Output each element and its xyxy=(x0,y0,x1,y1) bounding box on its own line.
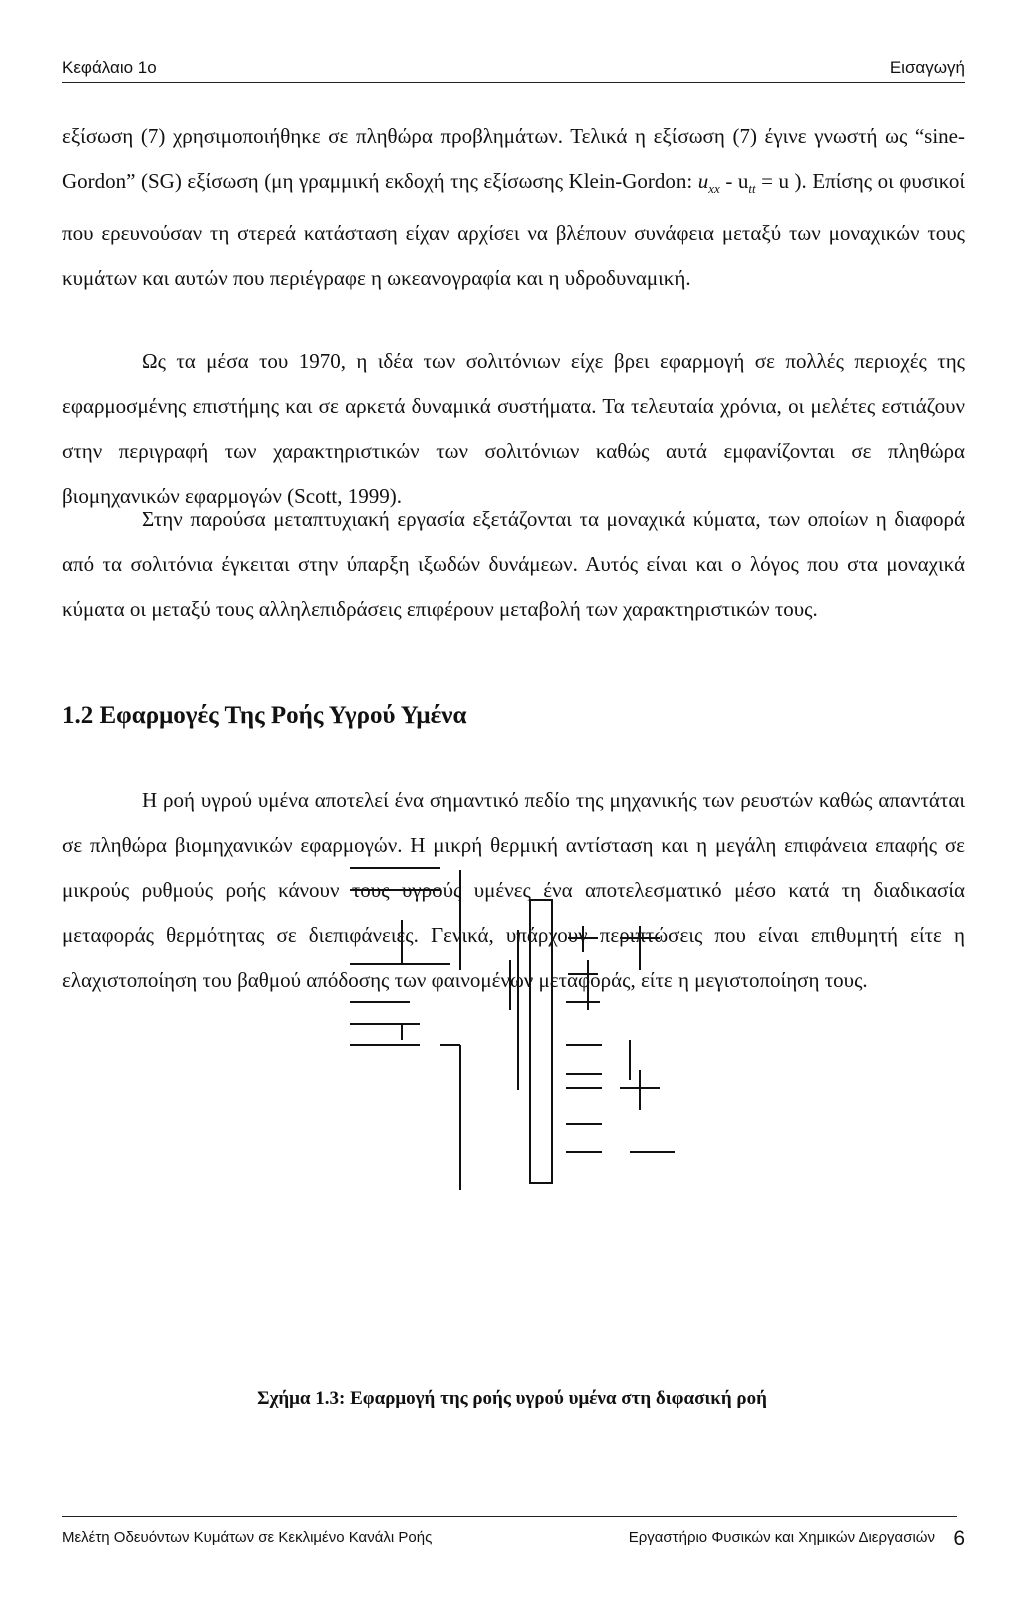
page-footer xyxy=(62,1516,965,1557)
page-header xyxy=(62,56,965,83)
header-chapter: Κεφάλαιο 1ο xyxy=(62,58,157,77)
footer-thesis-title: Μελέτη Οδευόντων Κυμάτων σε Κεκλιμένο Κανάλι Ροής xyxy=(62,1529,433,1546)
footer-lab-name: Εργαστήριο Φυσικών και Χημικών Διεργασιών xyxy=(628,1529,935,1546)
paragraph-liquid-film: Η ροή υγρού υμένα αποτελεί ένα σημαντικό πεδίο της μηχανικής των ρευστών καθώς απαντάται σε πληθώρα βιομηχανικών εφαρμογών. Η μικρή θερμική αντίσταση και η μεγάλη επιφάνεια επαφής σε μικρούς ρυθμούς ροής κάνουν τους υγρούς υμένες ένα αποτελεσματικό μέσο κατά τη διαδικασία μεταφοράς θερμότητας σε διεπιφάνειες. Γενικά, υπάρχουν περιπτώσεις που είναι επιθυμητή είτε η ελαχιστοποίηση του βαθμού απόδοσης των φαινομένων μεταφοράς, είτε η μεγιστοποίηση τους. xyxy=(62,788,965,992)
two-phase-flow-figure xyxy=(330,860,710,1190)
header-section: Εισαγωγή xyxy=(889,58,965,77)
paragraph-solitons-1970: Ως τα μέσα του 1970, η ιδέα των σολιτόνιων είχε βρει εφαρμογή σε πολλές περιοχές της εφαρμοσμένης επιστήμης και σε αρκετά δυναμικά συστήματα. Τα τελευταία χρόνια, οι μελέτες εστιάζουν στην περιγραφή των χαρακτηριστικών των σολιτόνιων καθώς αυτά εμφανίζονται σε πληθώρα βιομηχανικών εφαρμογών (Scott, 1999). xyxy=(62,349,965,508)
section-heading: 1.2 Εφαρμογές Της Ροής Υγρού Υμένα xyxy=(62,702,467,729)
p1-text-a: εξίσωση (7) χρησιμοποιήθηκε σε πληθώρα προβλημάτων. Τελικά η εξίσωση (7) έγινε γνωστή ως “sine-Gordon” (SG) εξίσωση (μη γραμμική εκδοχή της εξίσωσης Klein-Gordon: xyxy=(62,124,965,193)
figure-caption: Σχήμα 1.3: Εφαρμογή της ροής υγρού υμένα στη διφασική ροή xyxy=(257,1388,767,1409)
page-number: 6 xyxy=(953,1527,965,1550)
paragraph-thesis-scope: Στην παρούσα μεταπτυχιακή εργασία εξετάζονται τα μοναχικά κύματα, των οποίων η διαφορά από τα σολιτόνια έγκειται στην ύπαρξη ιξωδών δυνάμεων. Αυτός είναι και ο λόγος που στα μοναχικά κύματα οι μεταξύ τους αλληλεπιδράσεις επιφέρουν μεταβολή των χαρακτηριστικών τους. xyxy=(62,507,965,621)
p1-text-b: Επίσης οι φυσικοί που ερευνούσαν τη στερεά κατάσταση είχαν αρχίσει να βλέπουν συνάφεια μεταξύ των μοναχικών τους κυμάτων και αυτών που περιέγραφε η ωκεανογραφία και η υδροδυναμική. xyxy=(62,169,966,291)
equation: $u_{xx} - u_{tt} = u$ ). xyxy=(697,169,807,197)
paragraph-sine-gordon xyxy=(62,114,965,301)
